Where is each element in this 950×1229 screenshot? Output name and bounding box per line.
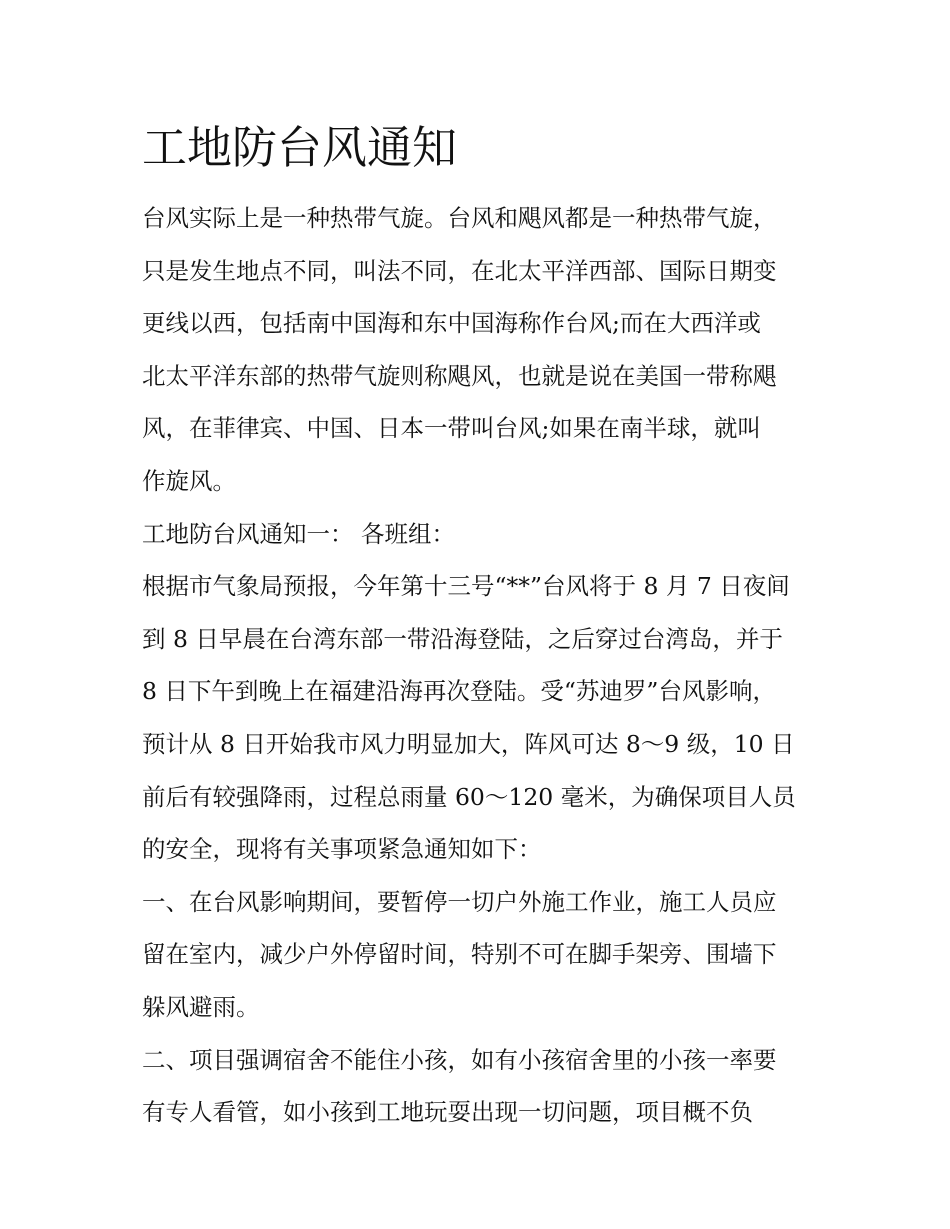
text-line: 台风实际上是一种热带气旋。台风和飓风都是一种热带气旋， bbox=[142, 204, 777, 232]
text-line: 预计从 8 日开始我市风力明显加大，阵风可达 8～9 级，10 日 bbox=[142, 729, 795, 758]
text-line: 前后有较强降雨，过程总雨量 60～120 毫米，为确保项目人员 bbox=[142, 782, 796, 811]
text-line: 一、在台风影响期间，要暂停一切户外施工作业，施工人员应 bbox=[142, 887, 777, 916]
document-title: 工地防台风通知 bbox=[142, 121, 458, 174]
notice-heading: 工地防台风通知一： 各班组： bbox=[142, 519, 455, 548]
text-line: 只是发生地点不同，叫法不同，在北太平洋西部、国际日期变 bbox=[142, 256, 777, 285]
text-line: 更线以西，包括南中国海和东中国海称作台风;而在大西洋或 bbox=[142, 309, 761, 338]
text-line: 风，在菲律宾、中国、日本一带叫台风;如果在南半球，就叫 bbox=[142, 414, 761, 443]
text-line: 根据市气象局预报，今年第十三号“**”台风将于 8 月 7 日夜间 bbox=[142, 572, 790, 601]
text-line: 北太平洋东部的热带气旋则称飓风，也就是说在美国一带称飓 bbox=[142, 361, 777, 390]
text-line: 留在室内，减少户外停留时间，特别不可在脚手架旁、围墙下 bbox=[142, 940, 777, 969]
text-line: 作旋风。 bbox=[142, 466, 236, 495]
text-line: 到 8 日早晨在台湾东部一带沿海登陆，之后穿过台湾岛，并于 bbox=[142, 624, 783, 653]
text-line: 有专人看管，如小孩到工地玩耍出现一切问题，项目概不负 bbox=[142, 1098, 753, 1127]
text-line: 的安全，现将有关事项紧急通知如下： bbox=[142, 835, 542, 864]
text-line: 躲风避雨。 bbox=[142, 992, 260, 1021]
text-line: 8 日下午到晚上在福建沿海再次登陆。受“苏迪罗”台风影响， bbox=[142, 677, 776, 706]
text-line: 二、项目强调宿舍不能住小孩，如有小孩宿舍里的小孩一率要 bbox=[142, 1045, 777, 1074]
document-body bbox=[142, 116, 822, 1139]
